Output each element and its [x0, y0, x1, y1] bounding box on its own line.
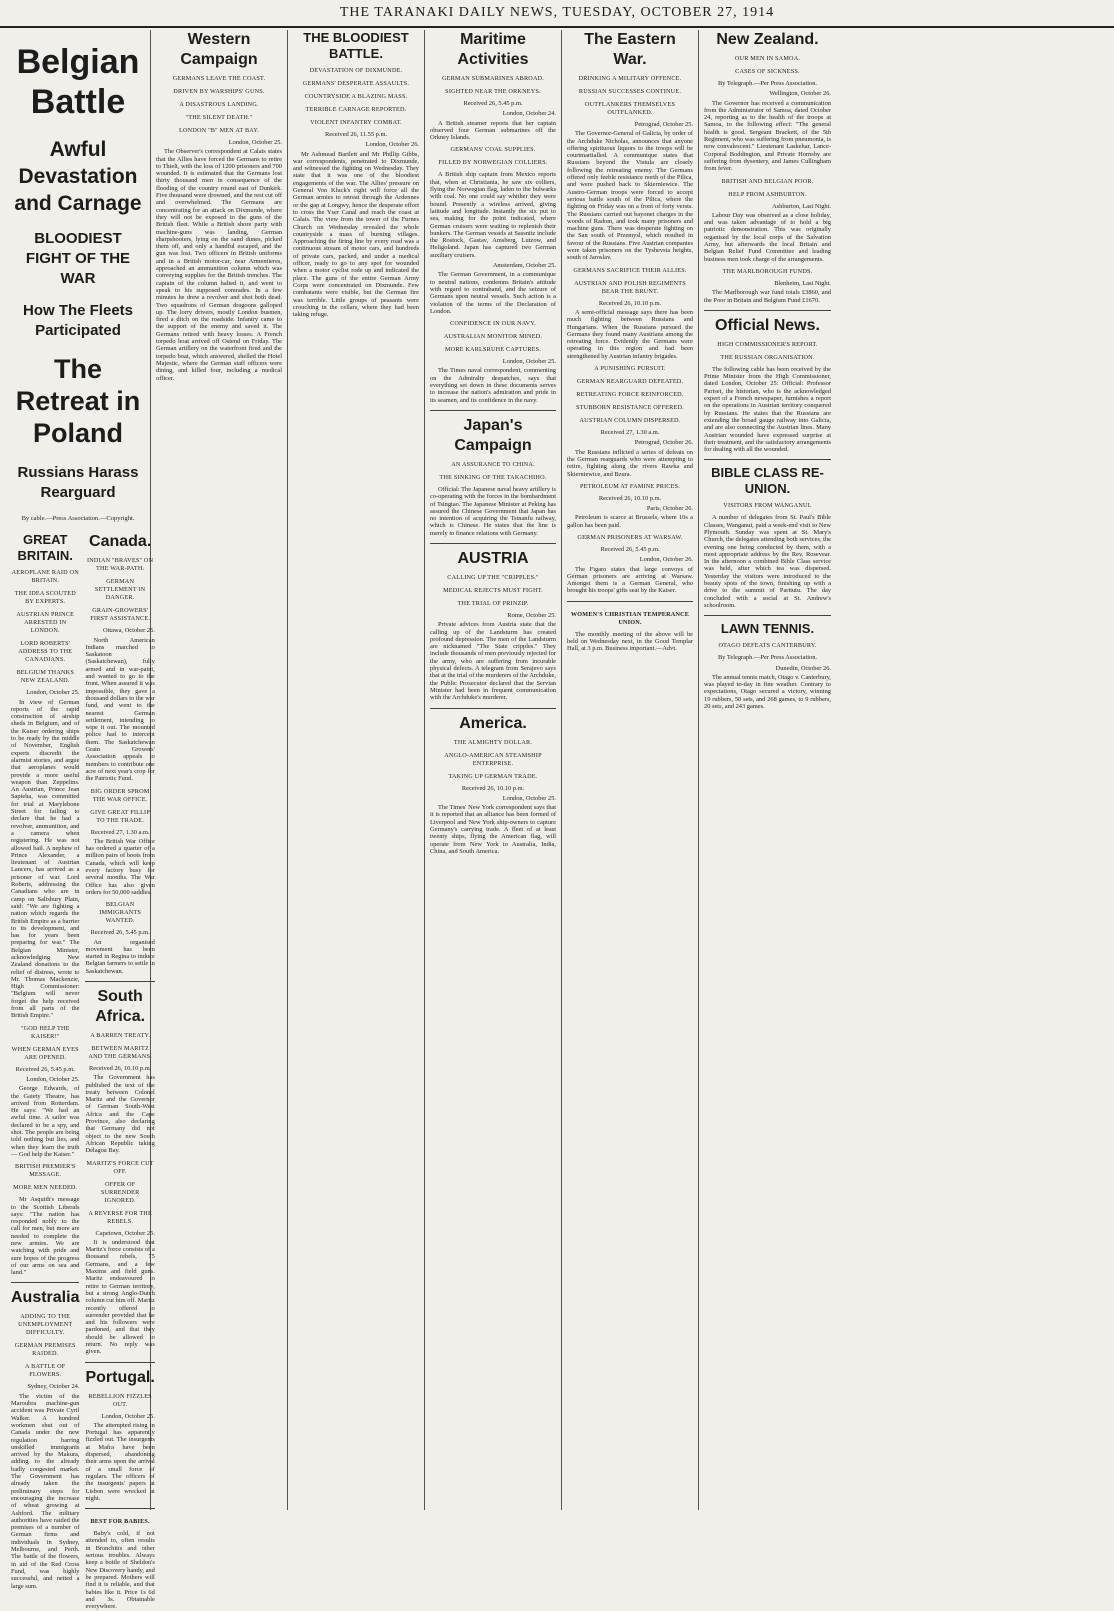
article-body: Mr Ashmead Bartlett and Mr Phillip Gibbs, war correspondents, penetrated to Dixmunde, and witnessed the fighting on Wednesday. They state that it was one of the bloodiest engagements of the war. The Allies' pressure on General Von Kluck's right will force all the German armies to retreat through the Ardennes or the gap at Longwy, hence the desperate effort to cross the Yser Canal and reach the coast at Calais. The view from the tower of the Furnes Church on Wednesday revealed the whole countryside a mass of burning villages. Approaching the firing line by every road was a continuous stream of motor cars, and hundreds of private cars, packed, and under a medical officer, ready to go to any spot for wounded when a motor cyclist rode up and indicated the place. The guns of the entire German Army Corps were concentrated on Dixmunde. Few combatants were visible, but the German fire was terrible. Little groups of peasants were crouching in the cellars, where they had been taking refuge.: [293, 150, 419, 319]
subheading: GERMAN SUBMARINES ABROAD.: [441, 75, 545, 82]
article-body: A British steamer reports that her captain observed four German submarines off the Orkney Islands.: [430, 119, 556, 142]
article-body: The Russians inflicted a series of defeats on the German rearguards who were attempting to retire, fighting along the rivers Rawka and Skierniewice, and Bzura.: [567, 448, 693, 478]
article-body: The Figaro states that large convoys of German prisoners are arriving at Warsaw. Amongst them is a German General, who brought his troops' gifts seat by the Kaiser.: [567, 565, 693, 595]
received-line: Received 26, 5.45 p.m.: [90, 929, 150, 937]
headline-devastation: Awful Devastation and Carnage: [14, 138, 142, 215]
subheading: AUSTRIAN AND POLISH REGIMENTS BEAR THE BRUNT.: [574, 279, 686, 295]
subheading: VIOLENT INFANTRY COMBAT.: [310, 119, 402, 126]
received-line: Received 26, 5.45 p.m.: [15, 1065, 75, 1073]
subheading: GERMAN PRISONERS AT WARSAW.: [577, 533, 683, 541]
subheading: RETREATING FORCE REINFORCED.: [576, 391, 684, 399]
subheading: GERMAN REARGUARD DEFEATED.: [576, 378, 684, 386]
received-line: Received 26, 10.10 p.m.: [461, 784, 525, 792]
subheading: DRINKING A MILITARY OFFENCE.: [578, 75, 682, 82]
article-body: The Governor-General of Galicia, by order of the Archduke Nicholas, announces that anyone offering spirituous liquors to the troops will be courtmartialled. A communique states that Russians beyond the Vistula are closely following the retreating enemy. The Germans offered only feeble resistance north of the Pilica, and were pushed back to Skierniewice. The Austro-German troops were forced to accept serious battle south of the Pilica, where the fighting on Friday was on a front of forty versts. The Russians carried out bayonet charges in the woods of Radom, and took many prisoners and machine guns. There was desperate fighting on the San south of Przemysl, which resulted in favour of the Russians. Five Austrian companies were taken prisoners on the Tyshevsta heights, south of Jaroslav.: [567, 130, 693, 262]
article-body: An organised movement has been started in Regina to induce Belgian farmers to settle in Saskatchewan.: [85, 938, 155, 975]
subheading: OUR MEN IN SAMOA.: [734, 55, 801, 62]
article-body: The attempted rising in Portugal has apparently fizzled out. The insurgents at Mafra have been dispersed, abandoning their arms upon the arrival of a small force of regulars. The officers of the insurgents' papers at Lisbon were wrecked at night.: [85, 1421, 155, 1502]
subheading: AUSTRALIAN MONITOR MINED.: [443, 333, 543, 341]
dateline: London, October 25.: [26, 689, 80, 697]
dateline: London, October 26.: [639, 556, 693, 564]
received-line: Received 26, 5.45 p.m.: [600, 545, 660, 553]
dateline: London, October 25.: [502, 358, 556, 366]
dateline: Rome, October 25.: [507, 611, 556, 619]
dateline: Wellington, October 26.: [769, 90, 831, 98]
subheading: HELP FROM ASHBURTON.: [728, 190, 807, 198]
subheading: "THE SILENT DEATH.": [185, 114, 253, 121]
section-title: America.: [430, 708, 556, 734]
article-body: In view of German reports of the rapid construction of airship sheds in Belgium, and of the Kaiser ordering ships to be ready by the middle of November, English experts discredit the alarmist stories, and argue that aeroplanes would provide a more useful weapon than Zeppelins. An Austrian, Prince Jean Sapieha, was committed for trial at Marylebone Street for failing to declare that he had a revolver, ammunition, and a camera when registering. He was not allowed bail. A nephew of Prince Alexander, a lieutenant of Austrian Lancers, has arrived as a prisoner of war. Lord Roberts, addressing the Canadians who are in camp on Salisbury Plain, said: "We are fighting a nation which regards the British Empire as a barrier to its development, and has for years been preparing for war." The Belgian Minister, acknowledging New Zealand donations to the relief of distress, wrote to Mr. Thomas Mackenzie, High Commissioner: "Belgium will never forget the help received from all parts of the British Empire.": [11, 698, 80, 1020]
subheading: INDIAN "BRAVES" ON THE WAR-PATH.: [86, 557, 154, 573]
dateline: London, October 25.: [101, 1412, 155, 1420]
subheading: MORE MEN NEEDED.: [13, 1184, 78, 1192]
subheading: GERMANS' COAL SUPPLIES.: [450, 146, 536, 154]
dateline: Ottawa, October 25.: [102, 627, 155, 635]
received-line: Received 26, 5.45 p.m.: [463, 100, 523, 107]
subheading: THE MARLBOROUGH FUNDS.: [722, 267, 813, 275]
dateline: London, October 25.: [502, 794, 556, 802]
dateline: London, October 25.: [228, 139, 282, 146]
dateline: Petrograd, October 26.: [634, 439, 693, 447]
headline-russians: Russians Harass Rearguard: [17, 464, 139, 501]
section-title: AUSTRIA: [430, 543, 556, 569]
subheading: GRAIN-GROWERS' FIRST ASSISTANCE.: [90, 607, 151, 623]
dateline: Petrograd, October 25.: [634, 121, 693, 128]
notice-title: WOMEN'S CHRISTIAN TEMPERANCE UNION.: [570, 610, 690, 626]
dateline: London, October 25.: [26, 1075, 80, 1083]
subheading: DEVASTATION OF DIXMUNDE.: [309, 67, 403, 74]
subheading: A DISASTROUS LANDING.: [179, 101, 259, 108]
article-body: The Times naval correspondent, commenting on the Admiralty despatches, says that everything set down in these documents serves to increase the nation's admiration and pride in its seamen, and its confidence in the navy.: [430, 367, 556, 404]
subheading: MEDICAL REJECTS MUST FIGHT.: [443, 586, 543, 594]
subheading: BELGIUM THANKS NEW ZEALAND.: [16, 669, 74, 685]
subheading: THE IDEA SCOUTED BY EXPERTS.: [14, 590, 76, 606]
subheading: OUTFLANKERS THEMSELVES OUTFLANKED.: [584, 101, 676, 116]
article-body: Official: The Japanese naval heavy artillery is co-operating with the forces in the bombardment of Tsingtao. The Japanese Minister at Peking has assured the Chinese Government that Japan has no intention of acquiring the Tsinanfu railway, which is Chinese. He states that the line is merely to finance relations with Germany.: [430, 485, 556, 537]
article-body: The victim of the Maroubra machine-gun accident was Private Cyril Walker. A hundred workmen shut out of Canada under the new regulation barring unskilled immigrants arrived by the Makura, adding to the already badly congested market. The Government has already taken the preliminary steps for encouraging the increase of wheat growing at Ashford. The military authorities have raided the premises of a number of German firms and individuals in Sydney, Melbourne, and Perth. The battle of the flowers, in aid of the Red Cross Fund, was highly successful, and netted a large sum.: [11, 1392, 80, 1590]
subheading: MARITZ'S FORCE CUT OFF.: [86, 1159, 154, 1175]
dateline: Capetown, October 25.: [95, 1229, 155, 1237]
subheading: CALLING UP THE "CRIPPLES.": [447, 573, 539, 581]
column-maritime: [425, 30, 562, 1510]
byline: By Telegraph.—Per Press Association.: [717, 80, 817, 87]
headline-belgian-battle: Belgian Battle: [16, 43, 140, 121]
article-body: George Edwards, of the Gaiety Theatre, has arrived from Rotterdam. He says: "We had an awful time. A sailor was declared to be a spy, and shot. The people are being told nothing but lies, and when they learn the truth — God help the Kaiser.": [11, 1085, 80, 1158]
subheading: TAKING UP GERMAN TRADE.: [448, 772, 538, 780]
subheading: BRITISH AND BELGIAN POOR.: [721, 177, 814, 185]
subheading: STUBBORN RESISTANCE OFFERED.: [576, 404, 684, 412]
subheading: GERMAN SETTLEMENT IN DANGER.: [94, 578, 146, 602]
column-western: [151, 30, 288, 1510]
received-line: Received 26, 10.10 p.m.: [88, 1064, 152, 1072]
dateline: London, October 26.: [365, 141, 419, 149]
subheading: A BATTLE OF FLOWERS.: [25, 1363, 66, 1379]
ad-title: BEST FOR BABIES.: [90, 1518, 150, 1526]
subheading: LORD ROBERTS' ADDRESS TO THE CANADIANS.: [18, 640, 73, 664]
article-body: The Times' New York correspondent says that it is reported that an alliance has been formed of Liverpool and New York ship-owners to capture Germany's carrying trade. A fleet of at least twenty ships, flying the American flag, will operate from New York to Australia, India, China, and South America.: [430, 804, 556, 855]
section-title: Portugal.: [85, 1362, 154, 1388]
section-title: New Zealand.: [716, 31, 819, 48]
dateline: Amsterdam, October 25.: [492, 262, 556, 270]
subheading: LONDON "B" MEN AT BAY.: [179, 127, 259, 134]
article-body: A British ship captain from Mexico reports that, when at Christiania, he saw six colliers, flying the Norwegian flag, laden to the bulwarks with coal. No one could say whither they were bound. Presently a wireless arrived, giving latitude and longitude. Instantly the six put to sea, making for the point indicated, where German cruisers were waiting to replenish their bunkers. The German vessels at Sassnitz include the Rostock, Gastav, Amsberg, Lutzow, and Heligoland. Japan has captured two German auxiliary cruisers.: [430, 171, 556, 259]
section-title: Canada.: [89, 533, 152, 551]
article-body: Labour Day was observed as a close holiday, and was taken advantage of to hold a big patriotic demonstration. This was originally organised by the local corps of the Salvation Army, but afterwards the local Britain and Belgian Relief Fund Committee and leading business men took charge of the arrangements.: [704, 211, 831, 263]
article-body: The Governor has received a communication from the Administrator of Samoa, dated October 24, reporting as to the health of the troops at Samoa, to the following effect: "The general health is good. Sergeant Brackett, of the 5th Regiment, who was suffering from pneumonia, is now convalescent." Lieutenant Laskehar, Lance-Corporal Boddington, and Private Hornsby are suffering from dysentery, and James Cullingham from fever.: [704, 99, 831, 173]
subheading: TERRIBLE CARNAGE REPORTED.: [305, 106, 407, 113]
subheading: ANGLO-AMERICAN STEAMSHIP ENTERPRISE.: [444, 751, 542, 767]
subheading: OTAGO DEFEATS CANTERBURY.: [718, 642, 817, 650]
article-body: Mr Asquith's message to the Scottish Liberals says: "The nation has responded nobly to the call for men, but more are needed to complete the new armies. We are watching with pride and sure hopes of the progress of our arms on sea and land.": [11, 1196, 80, 1277]
subheading: DRIVEN BY WARSHIPS' GUNS.: [173, 88, 265, 95]
col1-split: [11, 532, 155, 1611]
section-title: Maritime Activities: [457, 31, 529, 68]
section-title: Western Campaign: [180, 31, 258, 68]
received-line: Received 27, 1.30 a.m.: [90, 828, 150, 836]
headline-bloodiest: BLOODIEST FIGHT OF THE WAR: [25, 230, 131, 287]
subheading: AUSTRIAN COLUMN DISPERSED.: [579, 417, 681, 425]
dateline: Blenheim, Last Night.: [774, 279, 831, 287]
headline-fleets: How The Fleets Participated: [22, 302, 134, 339]
subheading: BELGIAN IMMIGRANTS WANTED.: [99, 901, 142, 925]
subheading: WHEN GERMAN EYES ARE OPENED.: [11, 1045, 79, 1061]
section-title: Japan's Campaign: [430, 410, 556, 456]
column-new-zealand: [699, 30, 836, 1510]
great-britain-article: [11, 532, 79, 1611]
article-body: It is understood that Maritz's force consists of a thousand rebels, 75 Germans, and a few Maxims and field guns. Maritz endeavoured to retire to German territory, but a strong Anglo-Dutch column cut him off. Maritz recently offered to surrender provided that he and his followers were pardoned, and that they should be allowed to return. No reply was given.: [85, 1238, 155, 1356]
section-title: GREAT BRITAIN.: [17, 532, 73, 564]
subheading: A BARREN TREATY.: [90, 1031, 151, 1039]
dateline: Sydney, October 24.: [27, 1383, 80, 1391]
section-title: LAWN TENNIS.: [704, 615, 831, 637]
subheading: BRITISH PREMIER'S MESSAGE.: [15, 1163, 76, 1179]
subheading: GERMAN PREMISES RAIDED.: [14, 1342, 76, 1358]
subheading: THE RUSSIAN ORGANISATION.: [720, 353, 815, 361]
subheading: SIGHTED NEAR THE ORKNEYS.: [445, 88, 541, 95]
article-body: The Observer's correspondent at Calais states that the Allies have forced the Germans to retire to Thielt, with the loss of 1200 prisoners and 700 wounded. It is estimated that the Germans lost thirty thousand men in consequence of the flooding of the country round east of Dunkirk. Five thousand were drowned, and the rest cut off and overwhelmed. The Germans are concentrating for an attack on Dixmunde, where they will not be exposed to the guns of the British fleet. While a British shore party with machine-guns was landing, German sharpshooters, lying on the sand dunes, picked them off, and only a handful escaped, and the gun was lost. Two officers in British uniforms and in a British motor-car, near Armentieres, approached an ammunition column which was conveying supplies for the British trenches. The captain of the column halted it, and went to speak to his supposed comrades. In a few minutes he drew a revolver and shot both dead. Two squadrons of German dragoons galloped up. The lorry drivers, mostly London busmen, fired a ditch on the roadside. Infantry came to the support of the enemy and saved it. The Germans retired with heavy losses. A French torpedo boat arrived off Ostend on Friday. The German artillery on the waterfront fired and the torpedo boat, which answered, shelled the Hotel Majestic, where the German staff officers were dining, and killed four, including a medical officer.: [156, 148, 282, 382]
subheading: GERMANS SACRIFICE THEIR ALLIES.: [573, 266, 687, 274]
received-line: Received 27, 1.30 a.m.: [600, 429, 660, 437]
subheading: BIG ORDER SPROM THE WAR OFFICE.: [90, 787, 150, 803]
subheading: A REVERSE FOR THE REBELS.: [88, 1209, 152, 1225]
ad-body: Baby's cold, if not attended to, often results in Bronchitis and other serious troubles. Always keep a bottle of Sheldon's New Discovery handy, and be prepared. Mothers will find it is reliable, and that babies like it. Price 1s 6d and 3s. Obtainable everywhere.: [85, 1530, 155, 1611]
section-title: Australia: [11, 1282, 79, 1308]
subheading: THE TRIAL OF PRINZIP.: [457, 599, 529, 607]
section-title: Official News.: [704, 310, 831, 336]
subheading: RUSSIAN SUCCESSES CONTINUE.: [578, 88, 682, 95]
column-1: [6, 30, 155, 1611]
article-body: North American Indians marched to Saskatoon (Saskatchewan), fully armed and in war-paint, and wanted to go to the front. When assured it was impossible, they gave a thousand dollars to the war fund, and went to the nearest German settlement, intending to wipe it out. The mounted police had to intercept them. The Saskatchewan Grain Growers' Association appeals to members to contribute one acre of next year's crop for the Patriotic Fund.: [85, 636, 155, 783]
article-body: The Marlborough war fund totals £3860, and the Poor in Britain and Belgium Fund £1670.: [704, 289, 831, 304]
subheading: OFFER OF SURRENDER IGNORED.: [100, 1180, 140, 1204]
subheading: MORE KARLSRUHE CAPTURES.: [444, 346, 542, 354]
received-line: Received 26, 11.55 p.m.: [324, 131, 388, 138]
advertisement: [85, 1508, 154, 1610]
subheading: ADDING TO THE UNEMPLOYMENT DIFFICULTY.: [18, 1313, 73, 1337]
subheading: FILLED BY NORWEGIAN COLLIERS.: [438, 159, 548, 167]
subheading: THE SINKING OF THE TAKACHIHO.: [439, 473, 547, 481]
dominions-article: [85, 532, 154, 1611]
subheading: THE ALMIGHTY DOLLAR.: [453, 738, 533, 746]
subheading: VISITORS FROM WANGANUI.: [723, 502, 812, 510]
subheading: AUSTRIAN PRINCE ARRESTED IN LONDON.: [16, 611, 75, 635]
column-bloodiest: [288, 30, 425, 1510]
article-body: The British War Office has ordered a quarter of a million pairs of boots from Canada, which will keep every factory busy for several months. The War Office has also given orders for 50,000 saddles.: [85, 837, 155, 896]
article-body: Private advices from Austria state that the calling up of the Landsturm has created profound depression. The men of the Landsturm are nicknamed "The State cripples." They include thousands of men previously rejected for the army, who are suffering from incurable physical defects. A telegram from Serajevo says that at the trial of the murderers of the Archduke, the Public Prosecutor declared that the Servian Minister had been in frequent communication with the Archduke's murderer.: [430, 621, 556, 702]
section-title: The Eastern War.: [584, 31, 676, 68]
subheading: A PUNISHING PURSUIT.: [594, 365, 666, 373]
subheading: GIVE GREAT FILLIP TO THE TRADE.: [90, 808, 150, 824]
article-body: Petroleum is scarce at Brussels, where 10s a gallon has been paid.: [567, 514, 693, 529]
subheading: GERMANS LEAVE THE COAST.: [172, 75, 266, 82]
byline: By Telegraph.—Per Press Association.: [717, 654, 817, 662]
subheading: HIGH COMMISSIONER'S REPORT.: [717, 340, 818, 348]
subheading: REBELLION FIZZLES OUT.: [88, 1392, 152, 1408]
byline: By cable.—Press Association.—Copyright.: [21, 515, 135, 522]
subheading: PETROLEUM AT FAMINE PRICES.: [579, 482, 681, 490]
section-title: BIBLE CLASS RE-UNION.: [704, 459, 831, 497]
dateline: London, October 24.: [502, 110, 556, 118]
section-title: THE BLOODIEST BATTLE.: [303, 30, 409, 61]
wctu-notice: [567, 601, 693, 653]
headline-poland: The Retreat in Poland: [15, 354, 141, 448]
masthead: THE TARANAKI DAILY NEWS, TUESDAY, OCTOBER 27, 1914: [0, 0, 1114, 28]
section-title: South Africa.: [85, 981, 154, 1027]
subheading: "GOD HELP THE KAISER!": [20, 1024, 70, 1040]
article-body: The German Government, in a communique to neutral nations, condemns Britain's attitude with regard to contraband, and the seizure of Germans upon neutral vessels. Such action is a violation of the terms of the Declaration of London.: [430, 271, 556, 315]
article-body: The following cable has been received by the Prime Minister from the High Commissioner, dated London, October 25: Official: Professor Pariset, the historian, who is the acknowledged expert of a French newspaper, furnishes a report on the operations in Austrian territory conquered by Russians. He states that the Russians are extending the broad gauge railway into Galicia, and are also connecting the Austrian lines. Many Austrian wounded have expressed surprise at their treatment, and the satisfactory arrangements for dealing with all the wounded.: [704, 365, 831, 454]
article-body: The annual tennis match, Otago v. Canterbury, was played to-day in fine weather. Contrary to expectations, Otago secured a victory, winning 19 rubbers, 50 sets, and 268 games, to 9 rubbers, 20 sets, and 243 games.: [704, 673, 831, 711]
column-eastern: [562, 30, 699, 1510]
dateline: Paris, October 26.: [646, 505, 693, 513]
subheading: GERMANS' DESPERATE ASSAULTS.: [302, 80, 410, 87]
article-body: A number of delegates from St. Paul's Bible Classes, Wanganui, paid a week-end visit to New Plymouth. Sunday was spent at St. Mary's Church, the delegates attending both services, the evening one being conducted by them, with a most appropriate address by the Rev. Rosevear. In the afternoon a combined Bible Class service was held, after which tea was dispersed. Yesterday the visitors were introduced to the beauty spots of the town, finishing up with a drive to the summit of Paritutu. The day concluded with a social at St. Andrew's schoolroom.: [704, 514, 831, 609]
subheading: CONFIDENCE IN OUR NAVY.: [450, 320, 536, 328]
subheading: BETWEEN MARITZ AND THE GERMANS.: [88, 1044, 152, 1060]
subheading: AN ASSURANCE TO CHINA.: [451, 460, 535, 468]
newspaper-columns: [6, 30, 1110, 1611]
article-body: The Government has published the text of the treaty between Colonel Maritz and the Governor of German South-West Africa and the Cape Province, also declaring that Germany did not object to the new South African Republic taking Delagoa Bay.: [85, 1074, 155, 1155]
dateline: Dunedin, October 26.: [775, 664, 831, 672]
received-line: Received 26, 10.10 p.m.: [598, 299, 662, 307]
dateline: Ashburton, Last Night.: [772, 202, 831, 210]
subheading: AEROPLANE RAID ON BRITAIN.: [11, 569, 79, 585]
notice-body: The monthly meeting of the above will be held on Wednesday next, in the Good Templar Hall, at 3 p.m. Business important.—Advt.: [567, 630, 693, 653]
subheading: COUNTRYSIDE A BLAZING MASS.: [304, 93, 408, 100]
article-body: A semi-official message says there has been much fighting between Russians and Hungarians. When the Russians pursued the Germans they found many Austrians among the retreating force. Evidently the Germans were operating in this region and had been strengthened by Austrian infantry brigades.: [567, 308, 693, 360]
received-line: Received 26, 10.10 p.m.: [598, 494, 662, 502]
subheading: CASES OF SICKNESS.: [735, 68, 800, 75]
